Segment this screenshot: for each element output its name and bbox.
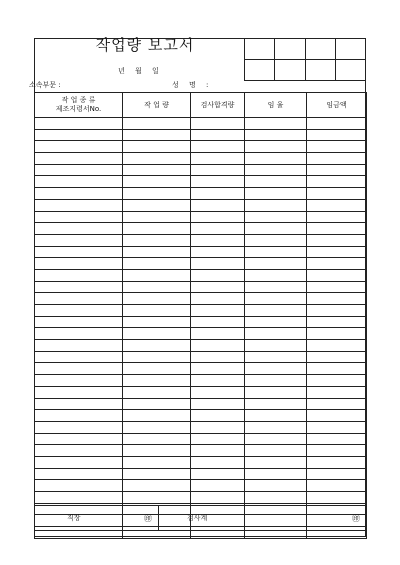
cell-work-type[interactable] [35,480,123,492]
table-row [35,199,367,211]
cell-work-amount[interactable] [123,281,191,293]
cell-inspection-pass[interactable] [191,153,245,165]
cell-wage-amount[interactable] [307,176,367,188]
approval-box[interactable] [275,39,305,60]
table-row [35,480,367,492]
cell-work-type[interactable] [35,118,123,130]
cell-work-amount[interactable] [123,480,191,492]
cell-work-amount[interactable] [123,141,191,153]
cell-inspection-pass[interactable] [191,118,245,130]
header-work-amount: 작 업 량 [123,93,191,118]
cell-wage-rate[interactable] [245,363,307,375]
cell-wage-rate[interactable] [245,153,307,165]
cell-work-amount[interactable] [123,234,191,246]
cell-work-amount[interactable] [123,456,191,468]
cell-work-amount[interactable] [123,305,191,317]
cell-work-type[interactable] [35,164,123,176]
cell-wage-rate[interactable] [245,176,307,188]
cell-inspection-pass[interactable] [191,281,245,293]
cell-work-amount[interactable] [123,445,191,457]
cell-wage-rate[interactable] [245,492,307,504]
table-row [35,468,367,480]
table-header-row [35,93,367,118]
foreman-signature-cell[interactable] [35,506,159,531]
cell-wage-amount[interactable] [307,351,367,363]
cell-inspection-pass[interactable] [191,316,245,328]
cell-wage-rate[interactable] [245,375,307,387]
table-body [35,118,367,539]
cell-wage-rate[interactable] [245,316,307,328]
cell-inspection-pass[interactable] [191,293,245,305]
signature-footer [34,505,367,531]
table-row [35,164,367,176]
cell-wage-amount[interactable] [307,118,367,130]
cell-work-amount[interactable] [123,386,191,398]
cell-wage-amount[interactable] [307,410,367,422]
table-row [35,305,367,317]
cell-wage-amount[interactable] [307,433,367,445]
cell-wage-rate[interactable] [245,328,307,340]
cell-work-type[interactable] [35,199,123,211]
cell-work-amount[interactable] [123,468,191,480]
table-row [35,386,367,398]
cell-work-amount[interactable] [123,188,191,200]
cell-inspection-pass[interactable] [191,433,245,445]
cell-work-type[interactable] [35,363,123,375]
header-wage-amount: 임금액 [307,93,367,118]
report-title: 작업량 보고서 [95,36,195,54]
cell-work-type[interactable] [35,433,123,445]
cell-work-amount[interactable] [123,316,191,328]
cell-inspection-pass[interactable] [191,234,245,246]
cell-work-amount[interactable] [123,246,191,258]
cell-wage-rate[interactable] [245,199,307,211]
cell-wage-rate[interactable] [245,141,307,153]
cell-wage-amount[interactable] [307,199,367,211]
cell-wage-amount[interactable] [307,386,367,398]
cell-inspection-pass[interactable] [191,176,245,188]
cell-work-type[interactable] [35,468,123,480]
cell-wage-rate[interactable] [245,386,307,398]
cell-wage-rate[interactable] [245,246,307,258]
header-order-number-label: 제조지령서No. [55,105,102,113]
cell-inspection-pass[interactable] [191,340,245,352]
cell-work-type[interactable] [35,246,123,258]
approval-box[interactable] [305,39,335,60]
cell-work-type[interactable] [35,305,123,317]
cell-wage-rate[interactable] [245,118,307,130]
cell-work-amount[interactable] [123,153,191,165]
cell-wage-rate[interactable] [245,211,307,223]
cell-wage-rate[interactable] [245,258,307,270]
table-row [35,456,367,468]
cell-wage-amount[interactable] [307,421,367,433]
table-row [35,351,367,363]
cell-inspection-pass[interactable] [191,223,245,235]
table-row [35,176,367,188]
cell-work-amount[interactable] [123,293,191,305]
cell-inspection-pass[interactable] [191,468,245,480]
cell-inspection-pass[interactable] [191,164,245,176]
department-label: 소속부문 : [29,81,61,89]
cell-wage-rate[interactable] [245,305,307,317]
cell-wage-rate[interactable] [245,421,307,433]
cell-wage-amount[interactable] [307,281,367,293]
cell-wage-rate[interactable] [245,445,307,457]
cell-inspection-pass[interactable] [191,363,245,375]
cell-inspection-pass[interactable] [191,375,245,387]
cell-work-type[interactable] [35,129,123,141]
table-row [35,269,367,281]
cell-work-amount[interactable] [123,269,191,281]
cell-work-amount[interactable] [123,199,191,211]
cell-work-amount[interactable] [123,351,191,363]
cell-work-type[interactable] [35,351,123,363]
header-inspection-pass: 검사합격량 [191,93,245,118]
header-work-type [35,93,123,118]
date-label: 년 월 일 [118,67,160,75]
cell-work-amount[interactable] [123,118,191,130]
cell-inspection-pass[interactable] [191,328,245,340]
cell-wage-amount[interactable] [307,246,367,258]
cell-inspection-pass[interactable] [191,305,245,317]
cell-work-amount[interactable] [123,375,191,387]
cell-work-type[interactable] [35,269,123,281]
cell-work-amount[interactable] [123,211,191,223]
cell-wage-rate[interactable] [245,188,307,200]
cell-work-type[interactable] [35,293,123,305]
cell-wage-amount[interactable] [307,363,367,375]
cell-work-type[interactable] [35,153,123,165]
cell-wage-amount[interactable] [307,141,367,153]
cell-work-type[interactable] [35,176,123,188]
cell-inspection-pass[interactable] [191,480,245,492]
cell-work-type[interactable] [35,316,123,328]
cell-inspection-pass[interactable] [191,188,245,200]
name-label: 성 명 : [172,81,209,89]
cell-wage-amount[interactable] [307,234,367,246]
cell-wage-amount[interactable] [307,468,367,480]
cell-wage-rate[interactable] [245,164,307,176]
cell-work-amount[interactable] [123,433,191,445]
cell-wage-rate[interactable] [245,234,307,246]
table-row [35,363,367,375]
table-row [35,211,367,223]
cell-work-type[interactable] [35,421,123,433]
cell-inspection-pass[interactable] [191,211,245,223]
foreman-label: 직장 [67,513,81,522]
cell-work-type[interactable] [35,492,123,504]
cell-wage-amount[interactable] [307,316,367,328]
cell-inspection-pass[interactable] [191,386,245,398]
cell-wage-amount[interactable] [307,293,367,305]
cell-wage-amount[interactable] [307,492,367,504]
cell-work-amount[interactable] [123,258,191,270]
cell-wage-rate[interactable] [245,480,307,492]
cell-work-type[interactable] [35,211,123,223]
cell-inspection-pass[interactable] [191,456,245,468]
approval-box[interactable] [245,39,275,60]
cell-wage-amount[interactable] [307,258,367,270]
cell-work-type[interactable] [35,223,123,235]
cell-wage-amount[interactable] [307,153,367,165]
table-row [35,410,367,422]
cell-wage-rate[interactable] [245,351,307,363]
table-row [35,445,367,457]
table-row [35,246,367,258]
cell-work-amount[interactable] [123,328,191,340]
table-row [35,281,367,293]
cell-wage-amount[interactable] [307,480,367,492]
cell-work-amount[interactable] [123,410,191,422]
table-row [35,153,367,165]
approval-box[interactable] [335,60,365,81]
table-row [35,492,367,504]
cell-wage-amount[interactable] [307,305,367,317]
table-row [35,129,367,141]
table-row [35,234,367,246]
cell-wage-amount[interactable] [307,223,367,235]
cell-wage-amount[interactable] [307,188,367,200]
cell-wage-amount[interactable] [307,375,367,387]
cell-work-type[interactable] [35,386,123,398]
cell-wage-amount[interactable] [307,269,367,281]
cell-inspection-pass[interactable] [191,129,245,141]
cell-inspection-pass[interactable] [191,351,245,363]
work-report-table [34,92,367,539]
cell-wage-rate[interactable] [245,398,307,410]
cell-work-amount[interactable] [123,176,191,188]
table-row [35,398,367,410]
cell-wage-rate[interactable] [245,269,307,281]
cell-wage-amount[interactable] [307,340,367,352]
cell-wage-amount[interactable] [307,456,367,468]
cell-inspection-pass[interactable] [191,398,245,410]
cell-work-amount[interactable] [123,421,191,433]
cell-inspection-pass[interactable] [191,199,245,211]
header-wage-rate: 임 율 [245,93,307,118]
table-row [35,293,367,305]
cell-wage-rate[interactable] [245,433,307,445]
cell-wage-rate[interactable] [245,281,307,293]
header-work-type-label: 작 업 종 류 [61,96,96,104]
cell-inspection-pass[interactable] [191,421,245,433]
cell-work-amount[interactable] [123,340,191,352]
cell-work-type[interactable] [35,141,123,153]
cell-wage-rate[interactable] [245,293,307,305]
cell-wage-rate[interactable] [245,410,307,422]
cell-wage-amount[interactable] [307,445,367,457]
cell-work-amount[interactable] [123,398,191,410]
cell-work-type[interactable] [35,281,123,293]
cell-work-amount[interactable] [123,129,191,141]
cell-wage-amount[interactable] [307,398,367,410]
approval-box[interactable] [245,60,275,81]
cell-inspection-pass[interactable] [191,445,245,457]
table-row [35,258,367,270]
cell-work-type[interactable] [35,234,123,246]
seal-icon: ㊞ [352,513,360,523]
cell-inspection-pass[interactable] [191,410,245,422]
table-row [35,316,367,328]
cell-inspection-pass[interactable] [191,258,245,270]
table-row [35,433,367,445]
approval-box[interactable] [335,39,365,60]
table-row [35,375,367,387]
approval-box[interactable] [275,60,305,81]
cell-wage-rate[interactable] [245,129,307,141]
cell-work-amount[interactable] [123,223,191,235]
cell-wage-rate[interactable] [245,456,307,468]
cell-wage-amount[interactable] [307,164,367,176]
inspector-label: 검사계 [187,513,208,522]
cell-work-type[interactable] [35,258,123,270]
cell-work-type[interactable] [35,398,123,410]
cell-wage-amount[interactable] [307,129,367,141]
cell-work-type[interactable] [35,340,123,352]
cell-wage-rate[interactable] [245,468,307,480]
table-row [35,340,367,352]
cell-inspection-pass[interactable] [191,269,245,281]
cell-inspection-pass[interactable] [191,141,245,153]
approval-stamp-boxes [244,38,366,81]
cell-wage-rate[interactable] [245,340,307,352]
cell-work-amount[interactable] [123,492,191,504]
cell-wage-amount[interactable] [307,211,367,223]
inspector-signature-cell[interactable] [159,506,367,531]
cell-work-type[interactable] [35,328,123,340]
cell-work-type[interactable] [35,410,123,422]
table-row [35,118,367,130]
cell-work-amount[interactable] [123,164,191,176]
table-row [35,188,367,200]
cell-wage-amount[interactable] [307,328,367,340]
cell-inspection-pass[interactable] [191,246,245,258]
cell-inspection-pass[interactable] [191,492,245,504]
cell-work-type[interactable] [35,456,123,468]
cell-work-type[interactable] [35,375,123,387]
cell-work-amount[interactable] [123,363,191,375]
table-row [35,421,367,433]
approval-box[interactable] [305,60,335,81]
cell-wage-rate[interactable] [245,223,307,235]
table-row [35,223,367,235]
cell-work-type[interactable] [35,445,123,457]
seal-icon: ㊞ [144,513,152,523]
table-row [35,328,367,340]
cell-work-type[interactable] [35,188,123,200]
table-row [35,141,367,153]
